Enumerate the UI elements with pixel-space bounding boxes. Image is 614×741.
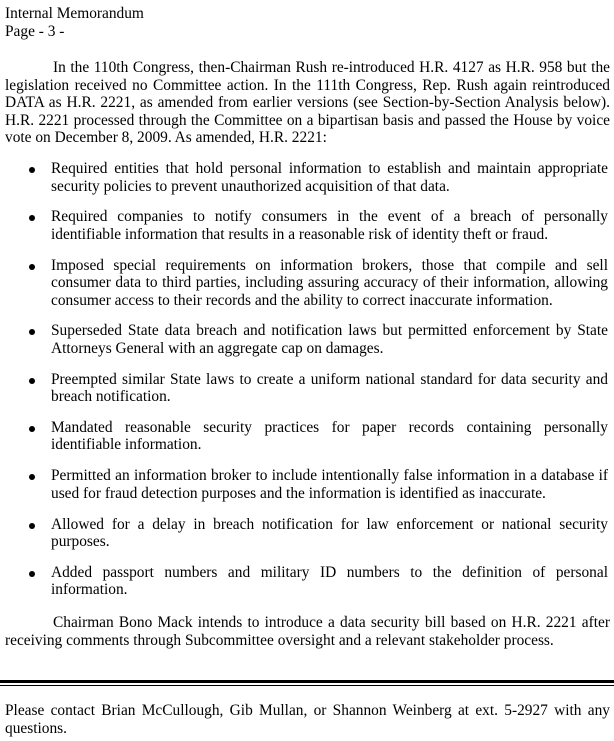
bullet-item: [0, 564, 614, 599]
bullet-text: [51, 564, 608, 599]
bullet-item: [0, 419, 614, 454]
memo-header: [5, 5, 144, 40]
bullet-icon: [29, 426, 35, 432]
bullet-item: [0, 208, 614, 243]
bullet-text: [51, 467, 608, 502]
text-line: Mandated reasonable security practices for paper records containing personally: [51, 418, 608, 436]
text-line: Preempted similar State laws to create a uniform national standard for data security and: [51, 370, 608, 388]
bullet-item: [0, 257, 614, 310]
bullet-text: [51, 371, 608, 406]
text-line: used for fraud detection purposes and the information is identified as inaccurate.: [51, 484, 546, 502]
bullet-text: [51, 419, 608, 454]
bullet-icon: [29, 474, 35, 480]
memo-title: Internal Memorandum: [5, 5, 144, 22]
text-line: Allowed for a delay in breach notification for law enforcement or national security: [51, 515, 608, 533]
bullet-item: [0, 322, 614, 357]
text-line: Added passport numbers and military ID numbers to the definition of personal: [51, 563, 608, 581]
bullet-icon: [29, 378, 35, 384]
text-line: Please contact Brian McCullough, Gib Mullan, or Shannon Weinberg at ext. 5-2927 with any: [5, 702, 610, 719]
bullet-item: [0, 160, 614, 195]
text-line: Chairman Bono Mack intends to introduce a data security bill based on H.R. 2221 after: [53, 614, 610, 631]
text-line: questions.: [5, 719, 67, 737]
text-line: Permitted an information broker to include intentionally false information in a database if: [51, 467, 608, 485]
text-line: identifiable information that results in a reasonable risk of identity theft or fraud.: [51, 225, 549, 243]
bullet-text: [51, 257, 608, 310]
text-line: identifiable information.: [51, 436, 202, 454]
page-number: Page - 3 -: [5, 22, 65, 40]
text-line: information.: [51, 581, 128, 599]
bullet-icon: [29, 215, 35, 221]
double-rule-thin: [0, 685, 614, 686]
bullet-icon: [29, 329, 35, 335]
text-line: consumer access to their records and the ability to correct inaccurate information.: [51, 291, 553, 309]
bullet-item: [0, 516, 614, 551]
double-rule-thick: [0, 680, 614, 683]
text-line: Required entities that hold personal information to establish and maintain appropriate: [51, 160, 608, 177]
text-line: purposes.: [51, 533, 110, 551]
text-line: H.R. 2221 processed through the Committee on a bipartisan basis and passed the House by voice: [5, 111, 610, 129]
text-line: breach notification.: [51, 388, 171, 406]
text-line: legislation received no Committee action. In the 111th Congress, Rep. Rush again reintroduced: [5, 76, 610, 94]
closing-paragraph: [5, 614, 610, 649]
bullet-item: [0, 371, 614, 406]
text-line: vote on December 8, 2009. As amended, H.R. 2221:: [5, 129, 327, 146]
text-line: DATA as H.R. 2221, as amended from earlier versions (see Section-by-Section Analysis below).: [5, 94, 610, 111]
bullet-item: [0, 467, 614, 502]
text-line: Attorneys General with an aggregate cap on damages.: [51, 339, 384, 357]
text-line: security policies to prevent unauthorized acquisition of that data.: [51, 177, 450, 195]
text-line: receiving comments through Subcommittee oversight and a relevant stakeholder process.: [5, 631, 554, 649]
contact-paragraph: [5, 702, 610, 737]
bullet-text: [51, 160, 608, 195]
text-line: consumer data to third parties, including assuring accuracy of their information, allowing: [51, 274, 608, 292]
text-line: Superseded State data breach and notification laws but permitted enforcement by State: [51, 322, 608, 340]
bullet-icon: [29, 264, 35, 270]
bullet-icon: [29, 523, 35, 529]
text-line: Imposed special requirements on information brokers, those that compile and sell: [51, 256, 608, 274]
text-line: In the 110th Congress, then-Chairman Rush re-introduced H.R. 4127 as H.R. 958 but the: [53, 59, 610, 76]
intro-paragraph: [5, 59, 610, 147]
bullet-text: [51, 516, 608, 551]
bullet-text: [51, 322, 608, 357]
text-line: Required companies to notify consumers in the event of a breach of personally: [51, 208, 608, 226]
bullet-icon: [29, 571, 35, 577]
bullet-text: [51, 208, 608, 243]
bullet-list: [0, 160, 614, 612]
bullet-icon: [29, 167, 35, 173]
